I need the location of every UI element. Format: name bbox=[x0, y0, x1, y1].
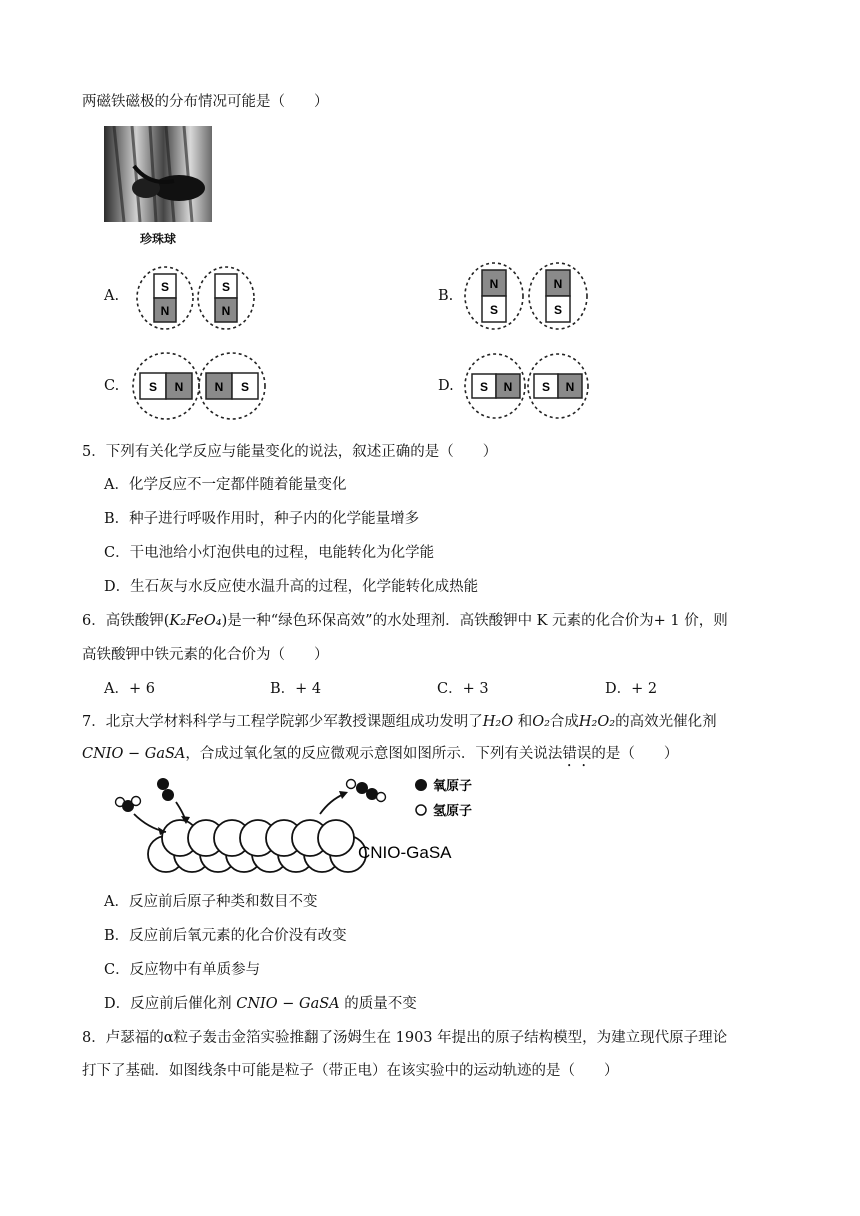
q7-and: 和 bbox=[513, 714, 533, 730]
q7-option-b: B．反应前后氧元素的化合价没有改变 bbox=[104, 928, 347, 944]
q4-option-d-figure bbox=[462, 350, 592, 422]
q6-option-c: C．+ 3 bbox=[437, 681, 489, 697]
q8-stem-line1: 8．卢瑟福的α粒子轰击金箔实验推翻了汤姆生在 1903 年提出的原子结构模型，为建立现代原子理论 bbox=[82, 1030, 728, 1046]
q7-stem-c: ，合成过氧化氢的反应微观示意图如图所示．下列有关说法 bbox=[185, 746, 563, 762]
q5-option-d: D．生石灰与水反应使水温升高的过程，化学能转化成热能 bbox=[104, 579, 479, 595]
q7-stem-d: 的是（ ） bbox=[591, 746, 679, 762]
reaction-diagram bbox=[108, 770, 508, 880]
q5-option-c: C．干电池给小灯泡供电的过程，电能转化为化学能 bbox=[104, 545, 435, 561]
q6-stem-line2: 高铁酸钾中铁元素的化合价为（ ） bbox=[82, 647, 329, 663]
pole-c1-right: N bbox=[174, 380, 184, 394]
q7-option-d-b: 的质量不变 bbox=[339, 996, 417, 1012]
q4-stem: 两磁铁磁极的分布情况可能是（ ） bbox=[82, 94, 329, 110]
pole-b2-bottom: S bbox=[553, 303, 563, 317]
pole-c2-right: S bbox=[240, 380, 250, 394]
q7-stem-b: 的高效光催化剂 bbox=[615, 714, 717, 730]
legend-oxygen-label: 氧原子 bbox=[433, 778, 473, 793]
pole-c2-left: N bbox=[214, 380, 224, 394]
q7-stem-line1 bbox=[82, 710, 717, 731]
q6-option-a: A．+ 6 bbox=[104, 681, 155, 697]
q7-option-c: C．反应物中有单质参与 bbox=[104, 962, 261, 978]
q7-mid: 合成 bbox=[549, 714, 579, 730]
q5-option-a: A．化学反应不一定都伴随着能量变化 bbox=[104, 477, 347, 493]
q8-stem-line2: 打下了基础．如图线条中可能是粒子（带正电）在该实验中的运动轨迹的是（ ） bbox=[82, 1063, 619, 1079]
catalyst-label: CNIO-GaSA bbox=[358, 843, 452, 862]
q7-option-d bbox=[104, 992, 417, 1013]
q6-stem-line1 bbox=[82, 609, 728, 630]
q7-option-a: A．反应前后原子种类和数目不变 bbox=[104, 894, 318, 910]
q4-option-d-label: D. bbox=[438, 378, 454, 394]
pole-c1-left: S bbox=[148, 380, 158, 394]
photo-caption: 珍珠球 bbox=[140, 232, 177, 246]
q4-option-b-label: B. bbox=[438, 288, 454, 304]
pole-b2-top: N bbox=[553, 277, 563, 291]
pole-d1-left: S bbox=[479, 380, 489, 394]
pole-a1-top: S bbox=[160, 280, 170, 294]
pole-d1-right: N bbox=[503, 380, 513, 394]
q6-option-b: B．+ 4 bbox=[270, 681, 322, 697]
pole-b1-bottom: S bbox=[489, 303, 499, 317]
q7-catalyst: CNIO − GaSA bbox=[82, 746, 186, 762]
q7-stem-a: 7．北京大学材料科学与工程学院郭少军教授课题组成功发明了 bbox=[82, 714, 483, 730]
pole-a1-bottom: N bbox=[160, 304, 170, 318]
pole-a2-top: S bbox=[221, 280, 231, 294]
q4-option-a-figure bbox=[134, 264, 260, 332]
q6-stem-a: 6．高铁酸钾( bbox=[82, 613, 170, 629]
q4-option-c-figure bbox=[130, 350, 270, 422]
q4-option-c-label: C. bbox=[104, 378, 120, 394]
q6-formula: K₂FeO₄ bbox=[169, 613, 222, 629]
q7-h2o2: H₂O₂ bbox=[578, 714, 616, 730]
q7-option-d-catalyst: CNIO − GaSA bbox=[236, 996, 340, 1012]
pearl-ball-photo bbox=[104, 126, 212, 222]
q4-option-b-figure bbox=[462, 260, 592, 332]
pole-b1-top: N bbox=[489, 277, 499, 291]
q7-option-d-a: D．反应前后催化剂 bbox=[104, 996, 237, 1012]
q4-option-a-label: A. bbox=[104, 288, 120, 304]
pole-d2-left: S bbox=[541, 380, 551, 394]
pole-d2-right: N bbox=[565, 380, 575, 394]
q7-h2o: H₂O bbox=[482, 714, 514, 730]
q7-o2: O₂ bbox=[532, 714, 550, 730]
q5-option-b: B．种子进行呼吸作用时，种子内的化学能量增多 bbox=[104, 511, 420, 527]
legend-hydrogen-label: 氢原子 bbox=[433, 803, 473, 818]
q6-stem-b: )是一种“绿色环保高效”的水处理剂．高铁酸钾中 K 元素的化合价为+ 1 价，则 bbox=[221, 613, 728, 629]
q5-stem: 5．下列有关化学反应与能量变化的说法，叙述正确的是（ ） bbox=[82, 444, 498, 460]
q6-option-d: D．+ 2 bbox=[605, 681, 658, 697]
q7-stem-line2 bbox=[82, 742, 678, 770]
pole-a2-bottom: N bbox=[221, 304, 231, 318]
q7-emphasis: 错误 bbox=[562, 746, 592, 762]
